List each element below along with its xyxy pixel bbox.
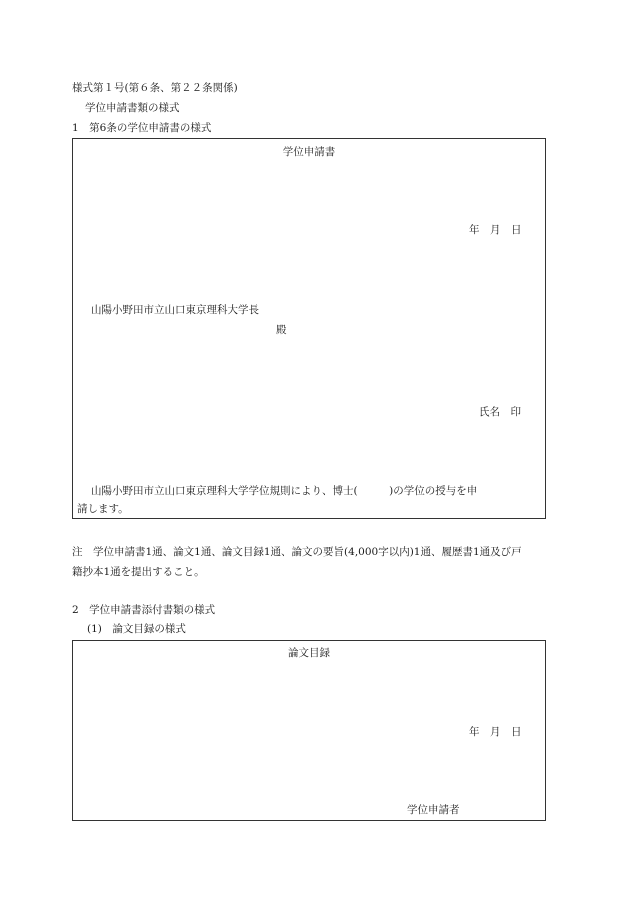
- section2-subtitle: (1) 論文目録の様式: [87, 623, 186, 635]
- form-number: 様式第１号(第６条、第２２条関係): [72, 82, 238, 94]
- note-line1: 注 学位申請書1通、論文1通、論文目録1通、論文の要旨(4,000字以内)1通、履歴書1通及び戸: [72, 546, 522, 558]
- document-heading: 学位申請書類の様式: [85, 102, 180, 114]
- addressee: 山陽小野田市立山口東京理科大学長: [91, 304, 259, 316]
- name-seal: 氏名 印: [479, 406, 521, 418]
- honorific: 殿: [276, 324, 287, 336]
- application-form-box: [72, 138, 546, 519]
- section2-title: 2 学位申請書添付書類の様式: [72, 604, 216, 616]
- application-form-title: 学位申請書: [282, 146, 336, 158]
- applicant-label: 学位申請者: [407, 804, 460, 816]
- application-body-line1: 山陽小野田市立山口東京理科大学学位規則により、博士( )の学位の授与を申: [91, 485, 478, 497]
- thesis-list-box: [72, 640, 546, 821]
- application-date: 年 月 日: [469, 224, 522, 236]
- application-body-line2: 請します。: [77, 503, 129, 515]
- thesis-list-title: 論文目録: [288, 647, 330, 659]
- thesis-list-date: 年 月 日: [469, 726, 522, 738]
- section1-title: 1 第6条の学位申請書の様式: [72, 122, 212, 134]
- note-line2: 籍抄本1通を提出すること。: [72, 566, 205, 578]
